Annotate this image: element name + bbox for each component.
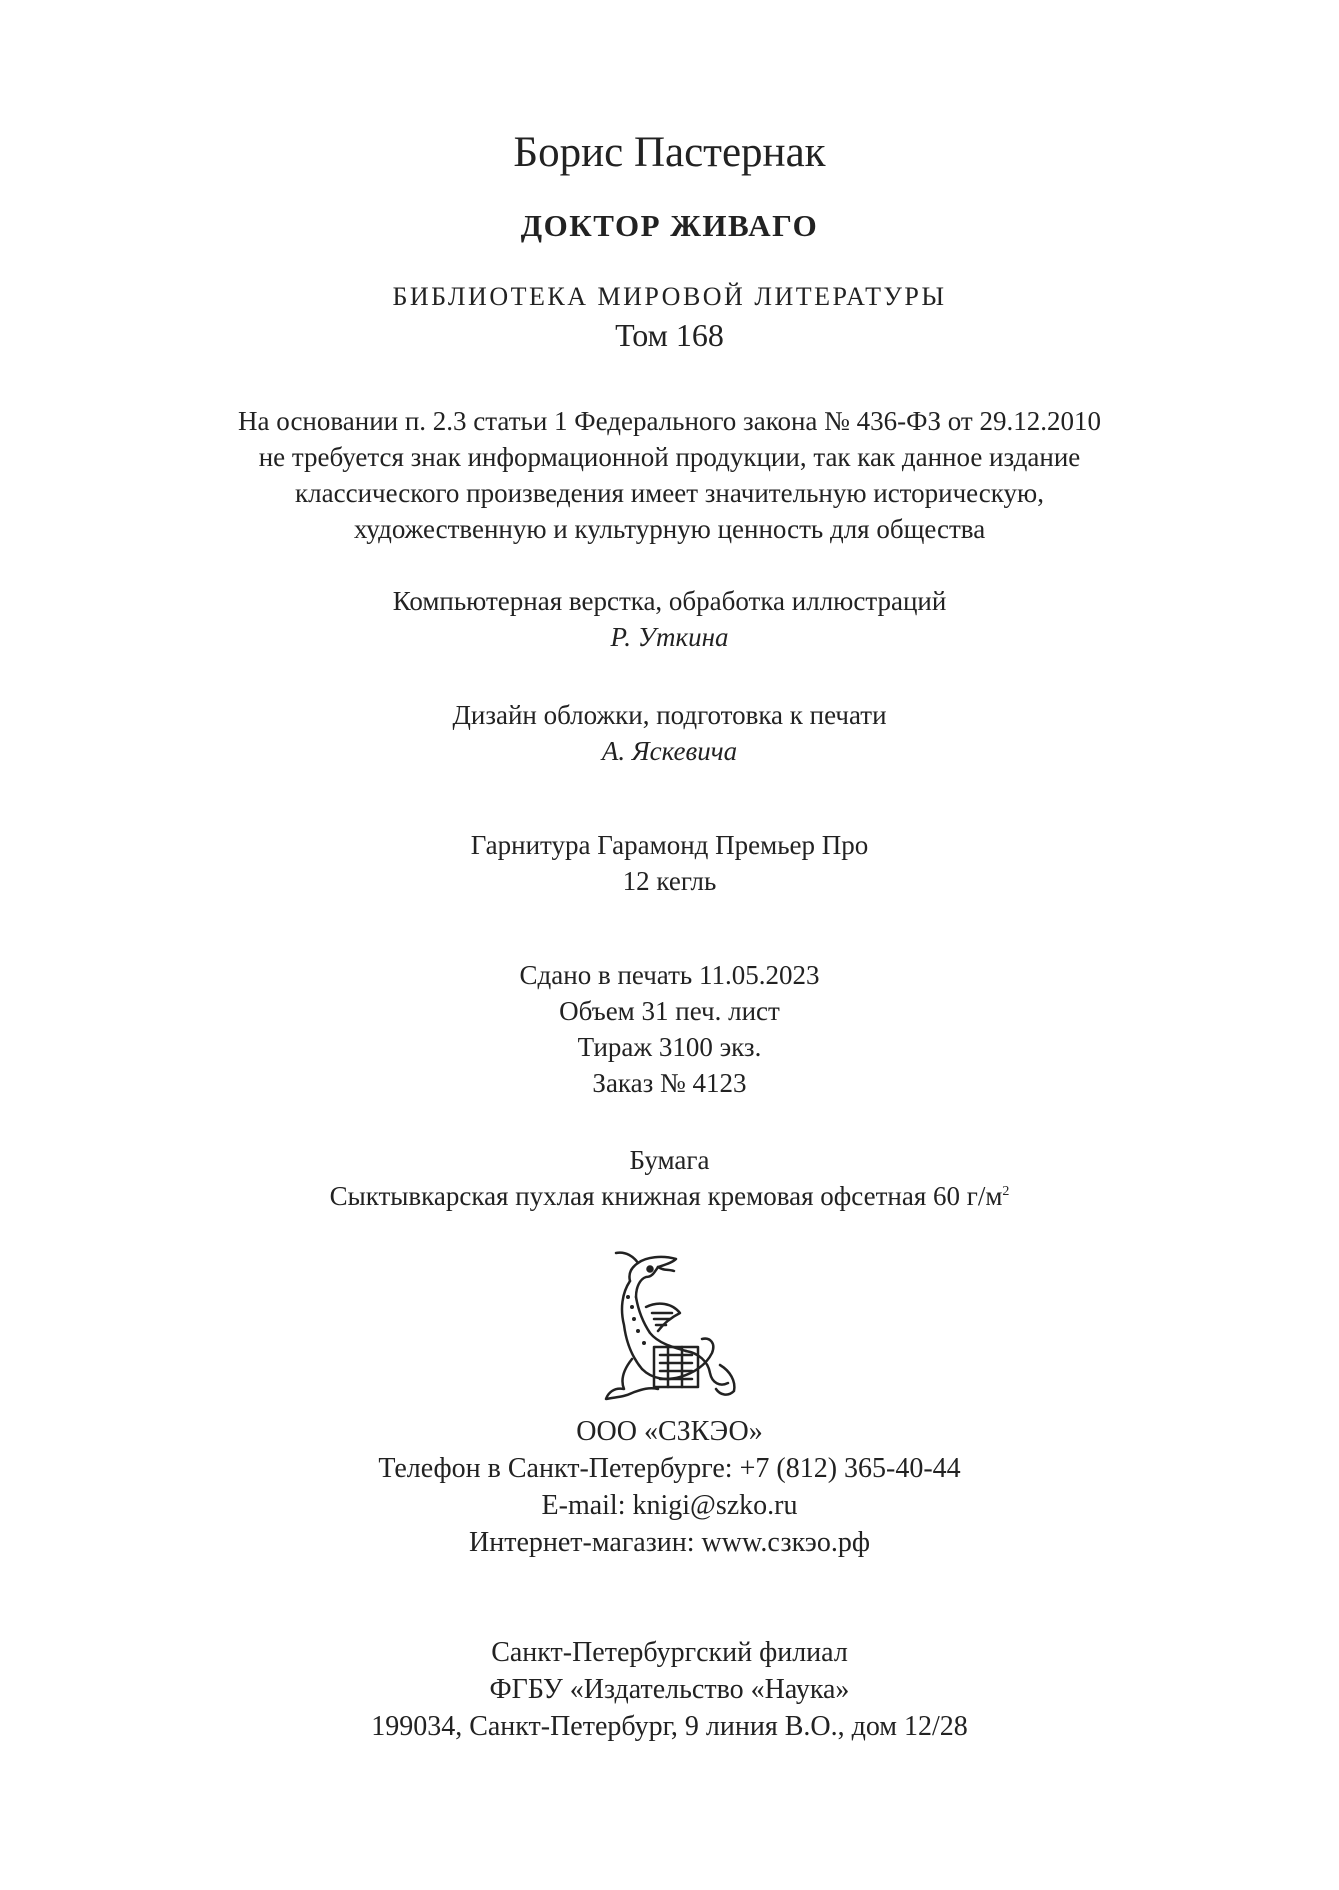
paper-label: Бумага <box>629 1145 710 1175</box>
paper-unit-superscript: 2 <box>1002 1184 1010 1199</box>
publisher-info <box>0 1413 1339 1561</box>
typeface-size: 12 кегль <box>622 866 717 896</box>
paper-desc <box>0 1178 1339 1214</box>
typeface-info <box>0 827 1339 899</box>
cover-credit-name: А. Яскевича <box>601 736 738 766</box>
legal-line: художественную и культурную ценность для общества <box>353 514 986 544</box>
publisher-shop: Интернет-магазин: www.сзкэо.рф <box>469 1527 870 1558</box>
author-name: Борис Пастернак <box>513 129 826 176</box>
layout-credit <box>0 583 1339 655</box>
print-run: Тираж 3100 экз. <box>577 1032 762 1062</box>
paper-info <box>0 1142 1339 1214</box>
legal-notice <box>0 403 1339 547</box>
publisher-email: E-mail: knigi@szko.ru <box>541 1490 798 1521</box>
dragon-emblem-icon <box>602 1247 742 1402</box>
printer-info <box>0 1634 1339 1745</box>
paper-desc-text: Сыктывкарская пухлая книжная кремовая офсетная 60 г/м <box>329 1181 1003 1211</box>
layout-credit-label: Компьютерная верстка, обработка иллюстраций <box>392 586 947 616</box>
book-title: ДОКТОР ЖИВАГО <box>520 208 819 243</box>
legal-line: На основании п. 2.3 статьи 1 Федерального закона № 436-ФЗ от 29.12.2010 <box>238 406 1101 436</box>
print-volume: Объем 31 печ. лист <box>559 996 780 1026</box>
legal-line: не требуется знак информационной продукции, так как данное издание <box>258 442 1081 472</box>
cover-credit <box>0 697 1339 769</box>
printer-address: 199034, Санкт-Петербург, 9 линия В.О., дом 12/28 <box>371 1711 968 1742</box>
volume-number: Том 168 <box>615 317 724 353</box>
legal-line: классического произведения имеет значительную историческую, <box>295 478 1044 508</box>
typeface-name: Гарнитура Гарамонд Премьер Про <box>470 830 869 860</box>
layout-credit-name: Р. Уткина <box>610 622 729 652</box>
printer-line: Санкт-Петербургский филиал <box>491 1637 848 1668</box>
printer-line: ФГБУ «Издательство «Наука» <box>489 1674 850 1705</box>
publisher-phone: Телефон в Санкт-Петербурге: +7 (812) 365-40-44 <box>378 1453 961 1484</box>
print-info <box>0 957 1339 1101</box>
cover-credit-label: Дизайн обложки, подготовка к печати <box>452 700 887 730</box>
print-submitted: Сдано в печать 11.05.2023 <box>519 960 820 990</box>
print-order: Заказ № 4123 <box>592 1068 747 1098</box>
series-name: БИБЛИОТЕКА МИРОВОЙ ЛИТЕРАТУРЫ <box>392 282 947 311</box>
publisher-name: ООО «СЗКЭО» <box>576 1416 763 1447</box>
